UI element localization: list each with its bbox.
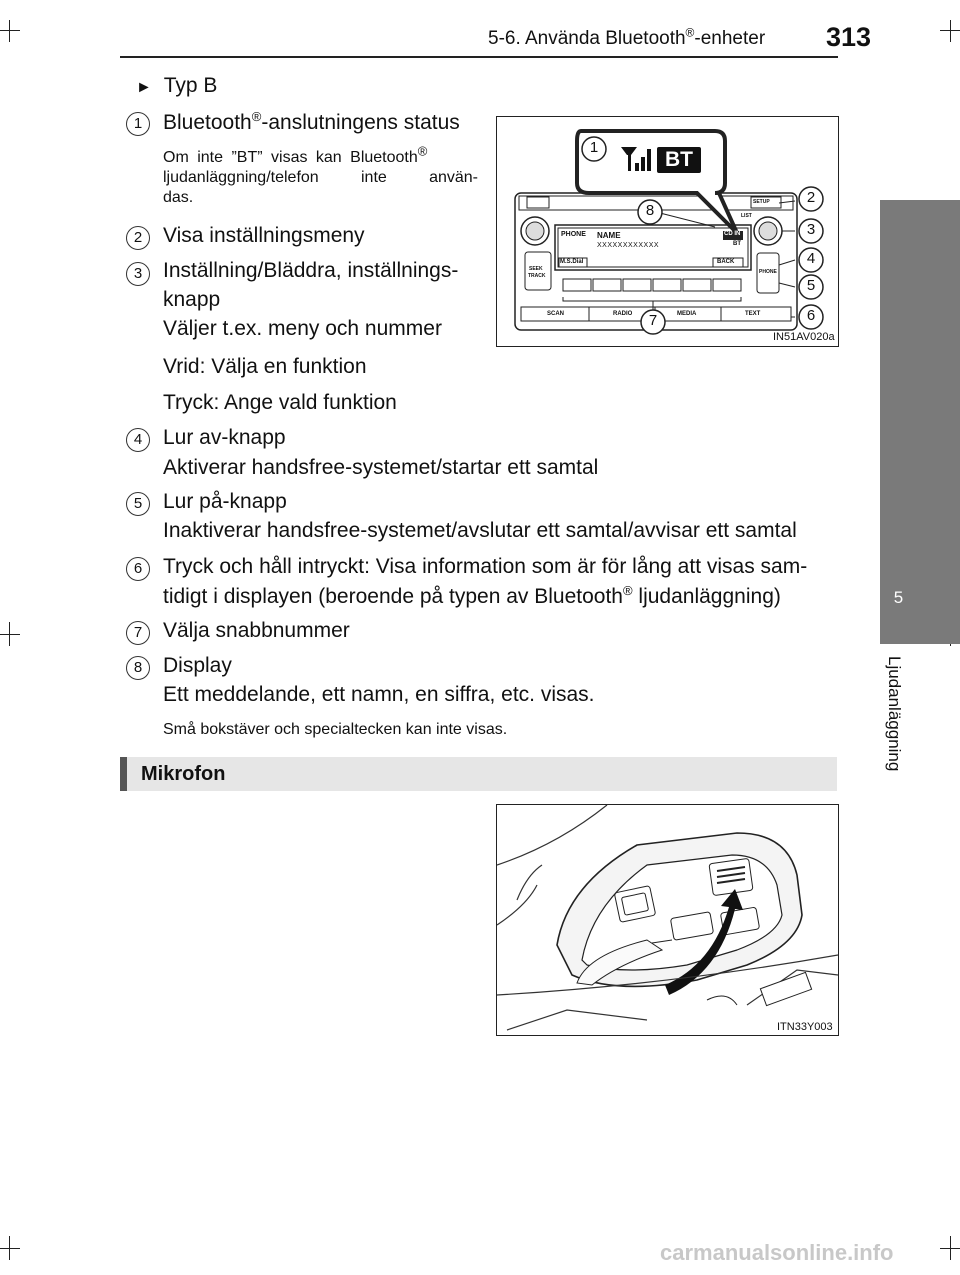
chapter-label: Ljudanläggning	[885, 656, 904, 772]
chapter-number: 5	[893, 588, 904, 607]
crop-mark	[9, 1236, 10, 1260]
item-4-line: Aktiverar handsfree-systemet/startar ett samtal	[163, 456, 599, 479]
header-rule	[120, 56, 838, 58]
crop-mark	[0, 634, 20, 635]
item-number: 3	[126, 262, 150, 286]
home-button	[527, 197, 549, 208]
item-3-line: Väljer t.ex. meny och nummer	[163, 317, 442, 340]
item-number: 2	[126, 226, 150, 250]
phone-button-label: PHONE	[759, 269, 777, 275]
item-1-note-b: ljudanläggning/telefon inte använ-	[163, 169, 478, 186]
callout-6: 6	[806, 307, 816, 324]
chapter-tab	[880, 200, 960, 644]
figure-code: IN51AV020a	[773, 331, 835, 343]
item-6-sup: ®	[622, 583, 633, 598]
media-label: MEDIA	[677, 311, 697, 317]
item-3-line: knapp	[163, 288, 221, 311]
text-label: TEXT	[745, 311, 761, 317]
item-number: 8	[126, 656, 150, 680]
item-4-line: Lur av-knapp	[163, 426, 286, 449]
display-back: BACK	[717, 259, 735, 265]
callout-2: 2	[806, 189, 816, 206]
item-8-line: Display	[163, 654, 232, 677]
scan-label: SCAN	[547, 311, 565, 317]
callout-7: 7	[648, 312, 658, 329]
callout-3: 3	[806, 221, 816, 238]
item-8-note: Små bokstäver och specialtecken kan inte visas.	[163, 721, 508, 738]
item-2-text: Visa inställningsmeny	[163, 224, 365, 247]
header-text-post: -enheter	[694, 28, 766, 49]
item-3-line: Vrid: Välja en funktion	[163, 355, 367, 378]
item-number: 6	[126, 557, 150, 581]
item-6-line: Tryck och håll intryckt: Visa information som är för lång att visas sam-	[163, 555, 808, 578]
header-text: 5-6. Använda Bluetooth	[488, 28, 686, 49]
audio-unit-figure	[496, 116, 839, 347]
item-1-note-a: Om inte ”BT” visas kan Bluetooth	[163, 149, 418, 166]
display-digits: XXXXXXXXXXXX	[597, 242, 660, 249]
microphone-grille	[709, 858, 753, 895]
page-number: 313	[826, 22, 872, 52]
header-sup: ®	[685, 25, 695, 40]
item-1-note	[163, 143, 478, 208]
item-6-line2	[163, 582, 781, 612]
type-heading-text: Typ B	[163, 74, 218, 97]
crop-mark	[0, 1248, 20, 1249]
crop-mark	[9, 20, 10, 42]
seek-label: SEEK	[529, 266, 543, 272]
item-1-text-a: Bluetooth	[163, 111, 252, 134]
crop-mark	[950, 1236, 951, 1260]
item-number: 1	[126, 112, 150, 136]
item-7-text: Välja snabbnummer	[163, 619, 350, 642]
item-8-line: Ett meddelande, ett namn, en siffra, etc. visas.	[163, 683, 595, 706]
item-1-text	[163, 108, 460, 138]
callout-1: 1	[589, 139, 599, 156]
display-cd-in: CD IN	[724, 231, 741, 237]
bubble-bt-text: BT	[665, 148, 693, 171]
item-number: 5	[126, 492, 150, 516]
section-heading: Mikrofon	[120, 757, 837, 791]
item-5-line: Inaktiverar handsfree-systemet/avslutar ett samtal/avvisar ett samtal	[163, 519, 797, 542]
item-5-line: Lur på-knapp	[163, 490, 287, 513]
callout-4: 4	[806, 250, 816, 267]
item-6-line2-b: ljudanläggning)	[632, 585, 781, 608]
triangle-bullet-icon: ►	[136, 79, 152, 96]
display-phone-label: PHONE	[561, 231, 586, 238]
item-3-line: Inställning/Bläddra, inställnings-	[163, 259, 459, 282]
crop-mark	[950, 20, 951, 42]
item-3-line: Tryck: Ange vald funktion	[163, 391, 397, 414]
track-label: TRACK	[528, 273, 546, 279]
callout-8: 8	[645, 202, 655, 219]
item-1-text-b: -anslutningens status	[261, 111, 460, 134]
microphone-figure	[496, 804, 839, 1036]
crop-mark	[9, 622, 10, 646]
display-name-label: NAME	[597, 231, 621, 240]
running-header	[488, 25, 766, 50]
item-number: 4	[126, 428, 150, 452]
item-1-note-c: das.	[163, 189, 194, 206]
list-label: LIST	[741, 213, 752, 219]
item-6-line2-a: tidigt i displayen (beroende på typen av Bluetooth	[163, 585, 623, 608]
item-1-note-sup: ®	[417, 143, 428, 159]
display-ms-dial: M.S.Dial	[560, 259, 584, 265]
type-heading	[136, 71, 217, 103]
display-bt: BT	[733, 241, 741, 247]
setup-label: SETUP	[753, 199, 770, 205]
figure-code: ITN33Y003	[777, 1021, 833, 1033]
item-1-sup: ®	[251, 109, 262, 124]
callout-5: 5	[806, 277, 816, 294]
radio-label: RADIO	[613, 311, 633, 317]
watermark: carmanualsonline.info	[660, 1240, 894, 1265]
microphone-illustration	[497, 805, 838, 1035]
crop-mark	[0, 30, 20, 31]
item-number: 7	[126, 621, 150, 645]
